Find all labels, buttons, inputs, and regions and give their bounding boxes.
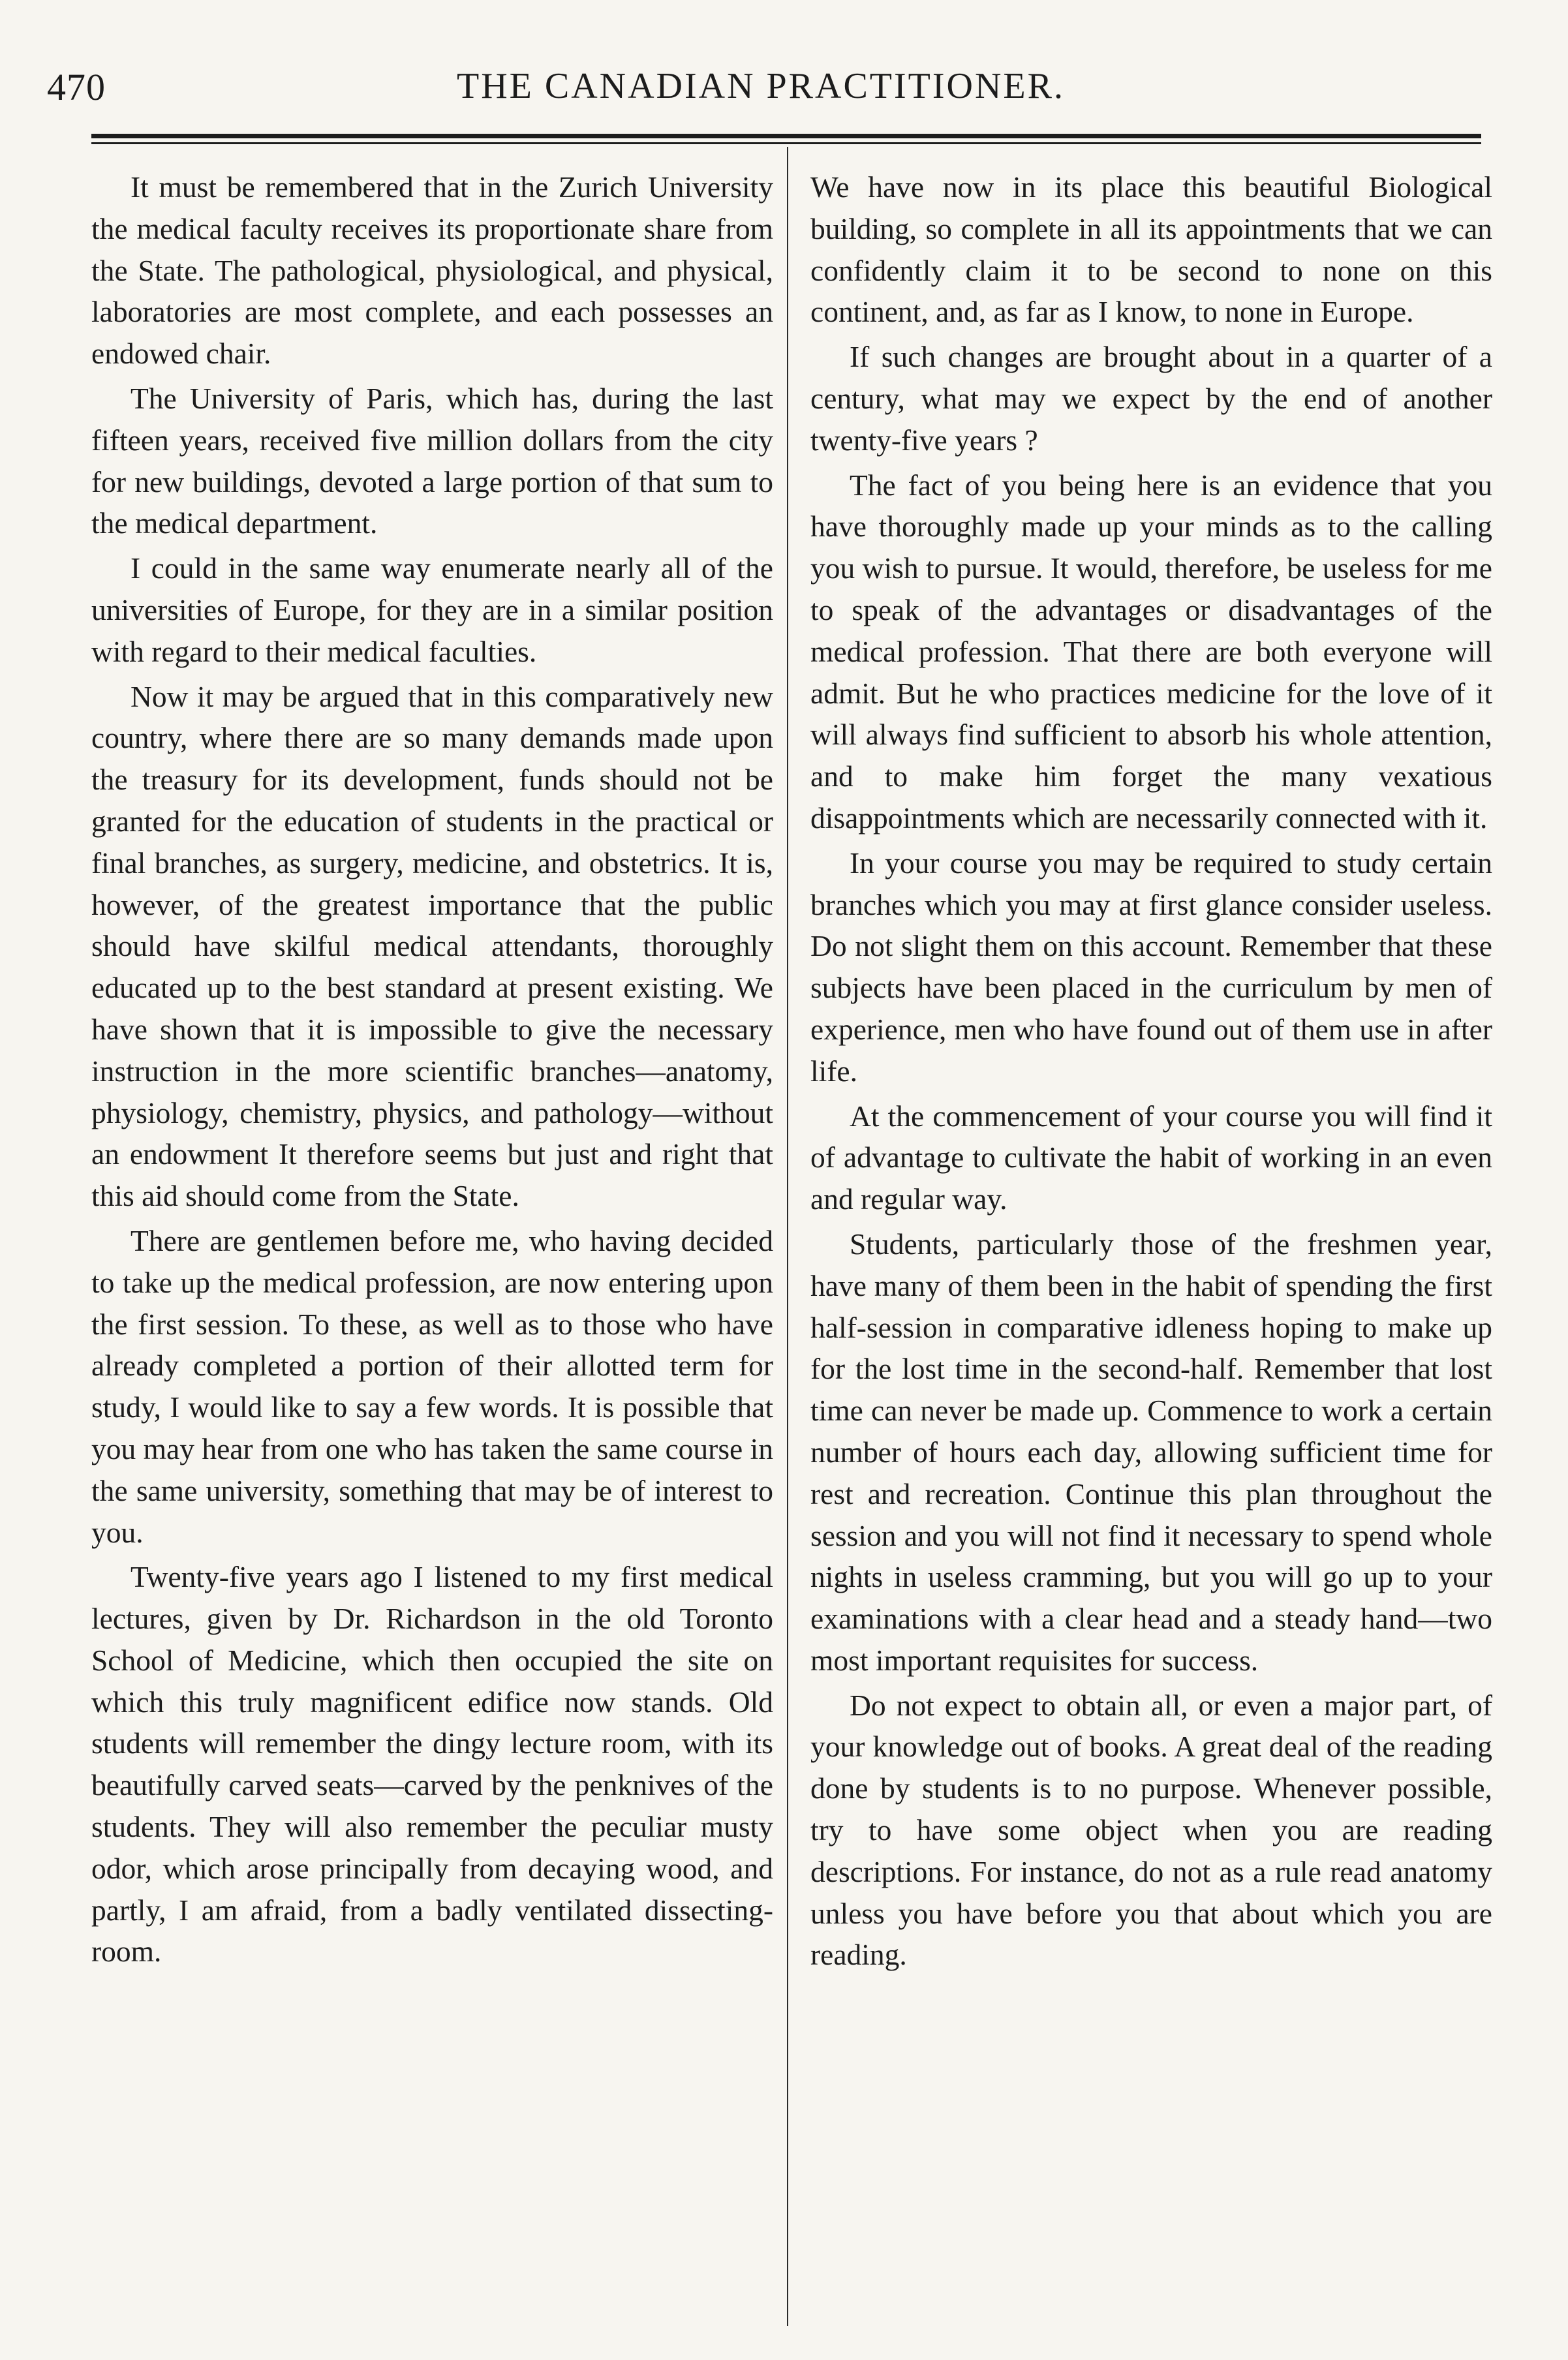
running-title: THE CANADIAN PRACTITIONER. [457, 66, 1065, 106]
paragraph: If such changes are brought about in a quarter of a century, what may we expect by the end of another twenty-five years ? [810, 340, 1492, 457]
paragraph: It must be remembered that in the Zurich University the medical faculty receives its proportionate share from the State. The pathological, physiological, and physical, laboratories are most complete, and each possesses an endowed chair. [91, 170, 773, 371]
paragraph: We have now in its place this beautiful Biological building, so complete in all its appointments that we can confidently claim it to be second to none on this continent, and, as far as I know, to none in Europe. [810, 170, 1492, 329]
left-column [91, 166, 773, 1976]
right-column [810, 166, 1492, 1979]
paragraph: Now it may be argued that in this comparatively new country, where there are so many demands made upon the treasury for its development, funds should not be granted for the education of students in the practical or final branches, as surgery, medicine, and obstetrics. It is, however, of the greatest importance that the public should have skilful medical attendants, thoroughly educated up to the best standard at present existing. We have shown that it is impossible to give the necessary instruction in the more scientific branches—anatomy, physiology, chemistry, physics, and pathology—without an endowment It therefore seems but just and right that this aid should come from the State. [91, 679, 773, 1213]
paragraph: Do not expect to obtain all, or even a major part, of your knowledge out of books. A great deal of the reading done by students is to no purpose. Whenever possible, try to have some object when you are reading descriptions. For instance, do not as a rule read anatomy unless you have before you that about which you are reading. [810, 1688, 1492, 1972]
header-rule-thin [91, 142, 1481, 144]
paragraph: In your course you may be required to study certain branches which you may at first glance consider useless. Do not slight them on this account. Remember that these subjects have been placed in the curriculum by men of experience, men who have found out of them use in after life. [810, 846, 1492, 1088]
paragraph: Twenty-five years ago I listened to my first medical lectures, given by Dr. Richardson in the old Toronto School of Medicine, which then occupied the site on which this truly magnificent edifice now stands. Old students will remember the dingy lecture room, with its beautifully carved seats—carved by the penknives of the students. They will also remember the peculiar musty odor, which arose principally from decaying wood, and partly, I am afraid, from a badly ventilated dissecting-room. [91, 1560, 773, 1969]
header-rule-thick [91, 134, 1481, 138]
paragraph: The University of Paris, which has, during the last fifteen years, received five million dollars from the city for new buildings, devoted a large portion of that sum to the medical department. [91, 381, 773, 540]
paragraph: There are gentlemen before me, who having decided to take up the medical profession, are now entering upon the first session. To these, as well as to those who have already completed a portion of their allotted term for study, I would like to say a few words. It is possible that you may hear from one who has taken the same course in the same university, something that may be of interest to you. [91, 1223, 773, 1549]
paragraph: I could in the same way enumerate nearly all of the universities of Europe, for they are in a similar position with regard to their medical faculties. [91, 551, 773, 668]
paragraph: At the commencement of your course you will find it of advantage to cultivate the habit of working in an even and regular way. [810, 1099, 1492, 1216]
page-number: 470 [47, 66, 106, 108]
paragraph: The fact of you being here is an evidence that you have thoroughly made up your minds as to the calling you wish to pursue. It would, therefore, be useless for me to speak of the advantages or disadvantages of the medical profession. That there are both everyone will admit. But he who practices medicine for the love of it will always find sufficient to absorb his whole attention, and to make him forget the many vexatious disappointments which are necessarily connected with it. [810, 468, 1492, 835]
paragraph: Students, particularly those of the freshmen year, have many of them been in the habit of spending the first half-session in comparative idleness hoping to make up for the lost time in the second-half. Remember that lost time can never be made up. Commence to work a certain number of hours each day, allowing sufficient time for rest and recreation. Continue this plan throughout the session and you will not find it necessary to spend whole nights in useless cramming, but you will go up to your examinations with a clear head and a steady hand—two most important requisites for success. [810, 1227, 1492, 1677]
column-divider [787, 147, 788, 2326]
